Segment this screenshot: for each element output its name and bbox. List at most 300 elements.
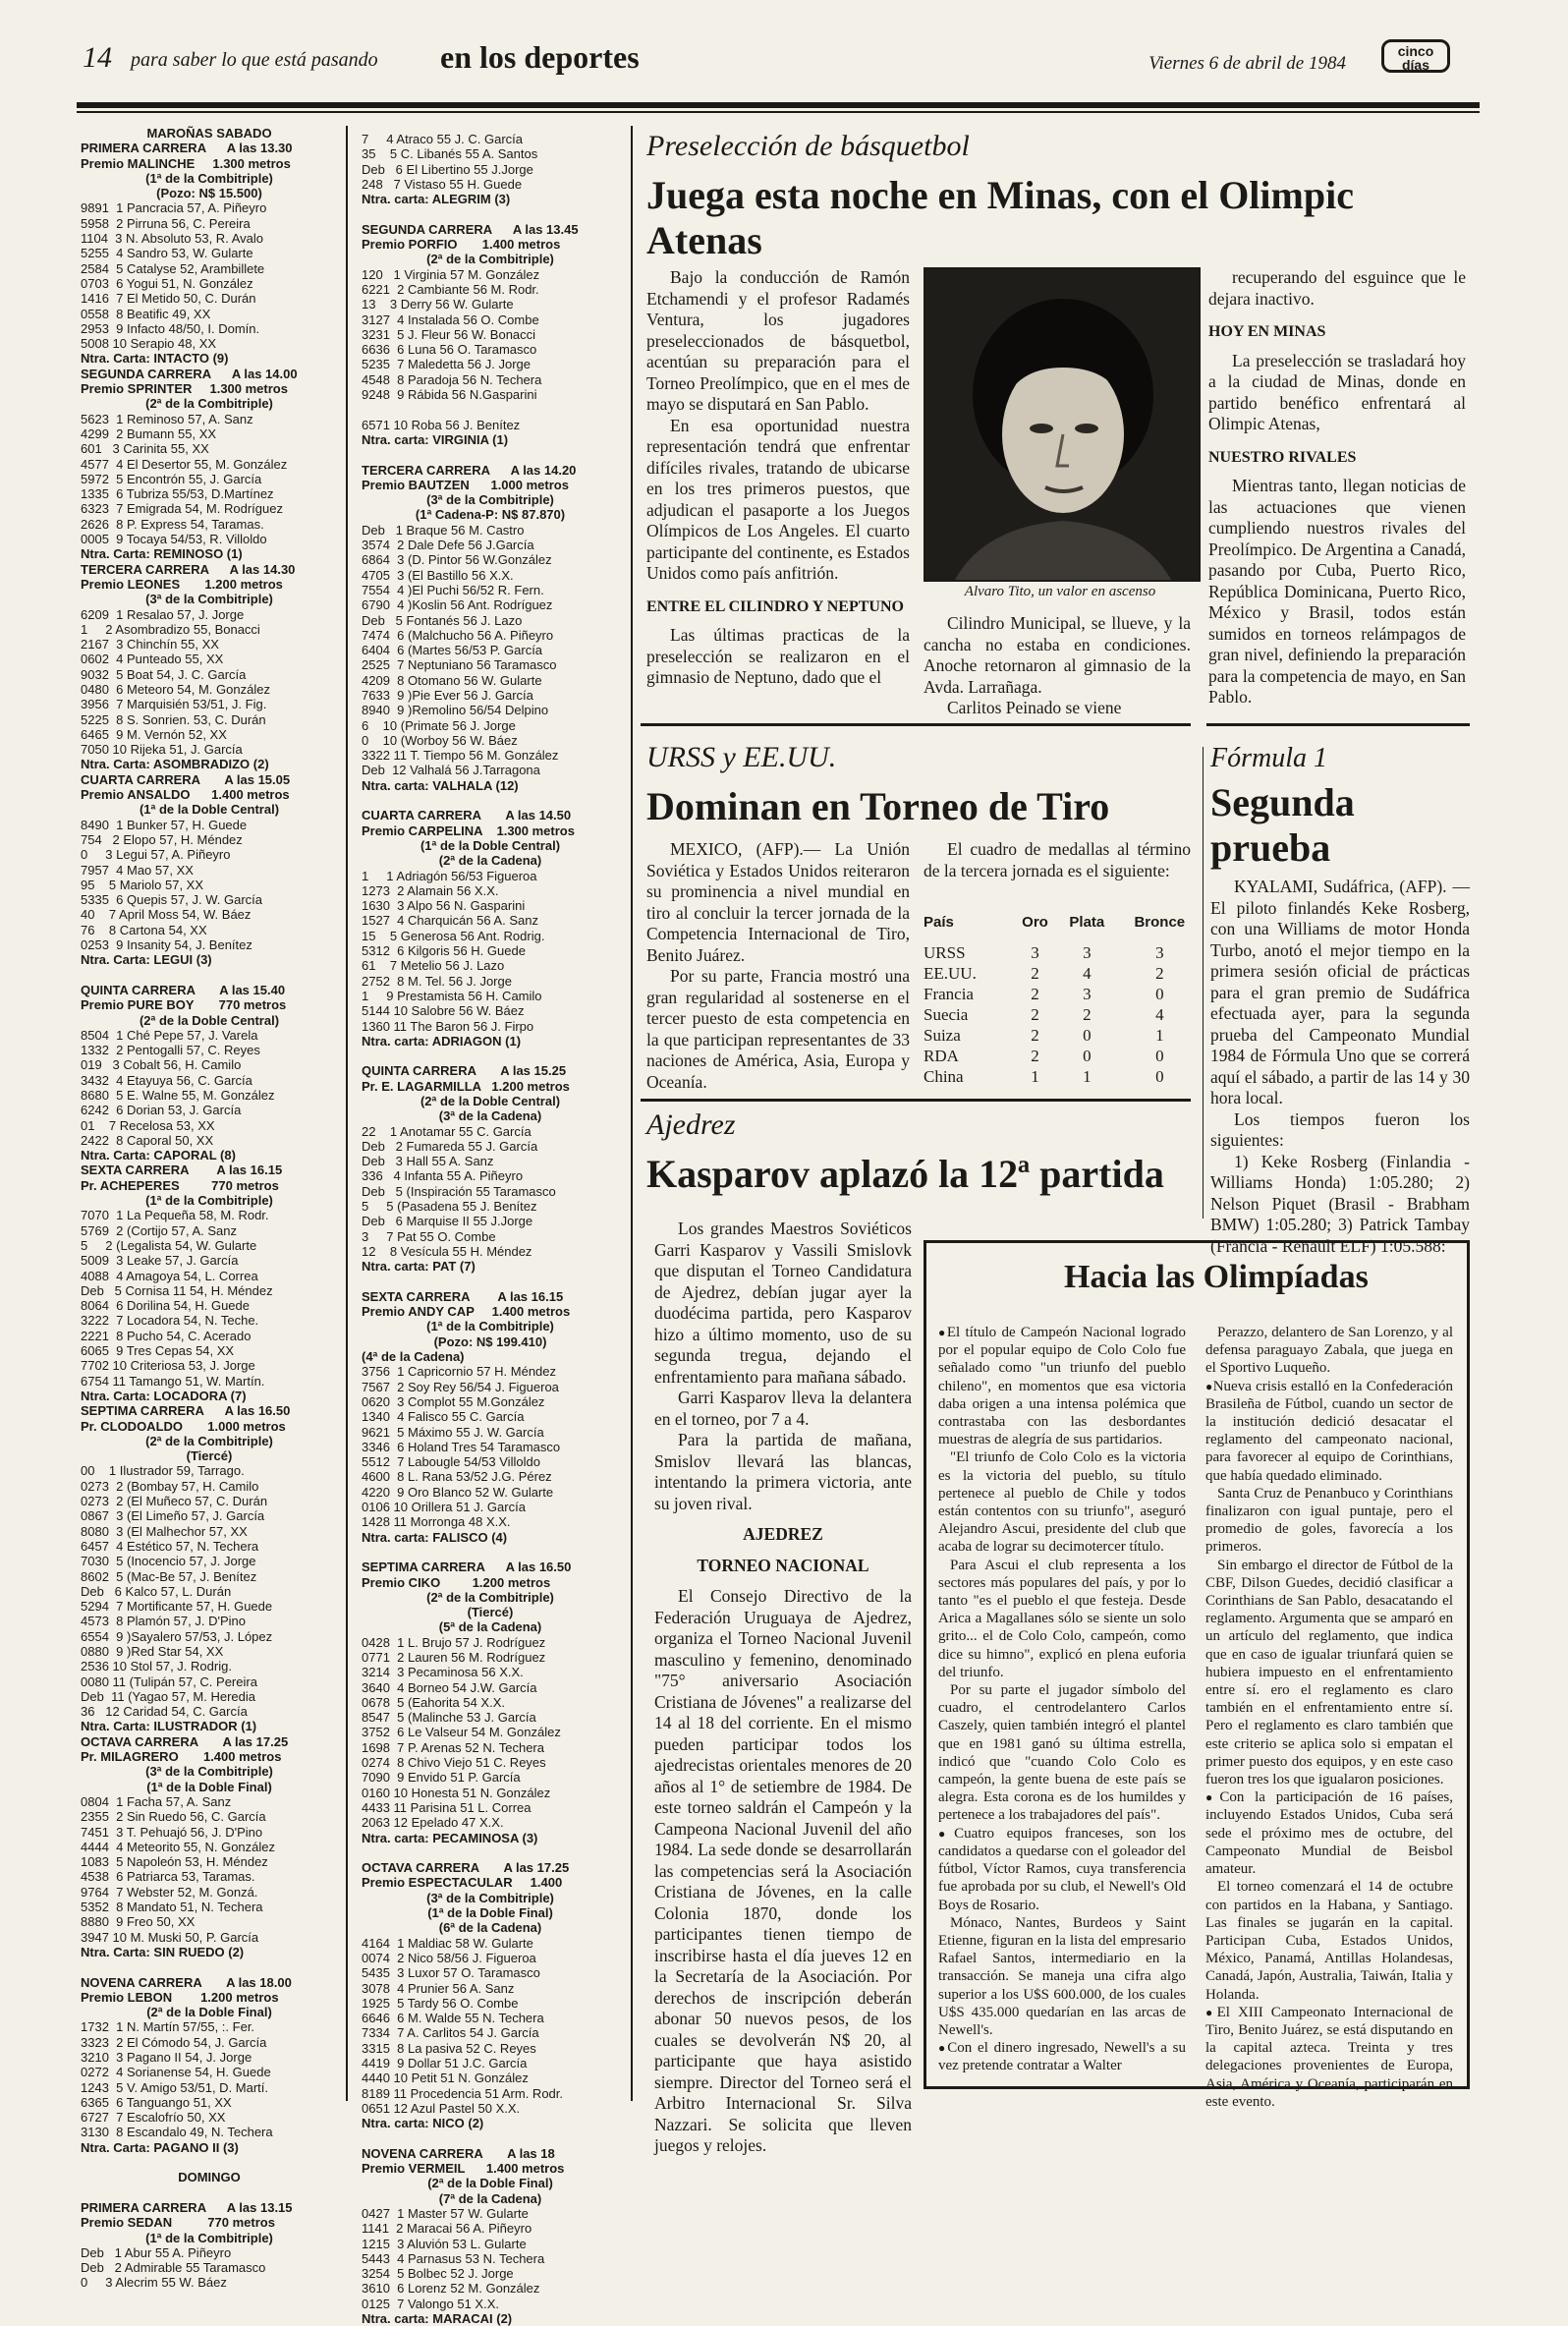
medal-cell: 2 <box>1031 964 1039 983</box>
basket-paragraph: HOY EN MINAS <box>1208 323 1326 340</box>
race-card-line: 4220 9 Oro Blanco 52 W. Gularte <box>362 1484 554 1500</box>
medal-cell: 0 <box>1155 985 1164 1003</box>
race-card-line: (1ª de la Combitriple) <box>145 170 273 186</box>
race-card-line: 8504 1 Ché Pepe 57, J. Varela <box>81 1027 258 1043</box>
olimpiadas-paragraph: Mónaco, Nantes, Burdeos y Saint Etienne, figuran en la lista del empresario Rafael Santos, intermediario en la transacción. Se maneja una cifra algo superior a los U$S 600.000, de los cuales U$S 435.000 quedarían en las arcas de Newell's. <box>938 1914 1186 2038</box>
medal-cell: 3 <box>1031 943 1039 962</box>
race-card-line: 3130 8 Escandalo 49, N. Techera <box>81 2125 273 2140</box>
race-card-line: 4209 8 Otomano 56 W. Gularte <box>362 672 542 688</box>
race-card-line: (2ª de la Combitriple) <box>426 252 554 267</box>
race-card-line: 5335 6 Quepis 57, J. W. García <box>81 892 262 908</box>
race-card-line: 6242 6 Dorian 53, J. García <box>81 1103 242 1118</box>
race-card-line: 4299 2 Bumann 55, XX <box>81 425 217 441</box>
race-card-line: QUINTA CARRERA A las 15.25 <box>362 1063 567 1079</box>
olimpiadas-paragraph: ● El título de Campeón Nacional logrado por el popular equipo de Colo Colo fue señalado como "un triunfo del pueblo chileno", en momentos que esa victoria daba origen a una intensa polémica que contrastaba con las desbordantes muestras de alegría de sus partidarios. <box>938 1324 1186 1448</box>
race-card-line: (3ª de la Combitriple) <box>426 492 554 508</box>
race-card-line: Ntra. carta: PAT (7) <box>362 1259 476 1275</box>
race-card-line <box>362 206 619 221</box>
race-card-line: Ntra. Carta: ASOMBRADIZO (2) <box>81 757 269 772</box>
medal-cell: 2 <box>1031 1026 1039 1045</box>
basket-paragraph: Cilindro Municipal, se llueve, y la cancha no estaba en condiciones. Anoche retornaron al gimnasio de la Avda. Larrañaga. <box>924 613 1191 697</box>
race-card-line: 8880 9 Freo 50, XX <box>81 1914 196 1930</box>
race-card-line: Deb 3 Hall 55 A. Sanz <box>362 1154 494 1169</box>
race-card-line: 6754 11 Tamango 51, W. Martín. <box>81 1373 265 1389</box>
olimpiadas-paragraph: ● Con el dinero ingresado, Newell's a su vez pretende contratar a Walter <box>938 2039 1186 2074</box>
race-card-line: Deb 1 Braque 56 M. Castro <box>362 522 525 538</box>
race-card-line: 7451 3 T. Pehuajó 56, J. D'Pino <box>81 1824 263 1840</box>
olimpiadas-paragraph: ● El XIII Campeonato Internacional de Tiro, Benito Juárez, se está disputando en la capital azteca. Treinta y tres delegaciones provenientes de Europa, Asia, América y Oceanía, participarán en este evento. <box>1205 2004 1453 2111</box>
race-card-line: 4088 4 Amagoya 54, L. Correa <box>81 1268 258 1283</box>
race-card-line: 0 3 Legui 57, A. Piñeyro <box>81 847 231 863</box>
race-card-line: 1340 4 Falisco 55 C. García <box>362 1409 525 1425</box>
medal-cell: Francia <box>924 985 974 1003</box>
race-card-line: Ntra. carta: MARACAI (2) <box>362 2311 513 2326</box>
race-card-line: (1ª de la Combitriple) <box>145 1193 273 1209</box>
race-card-line <box>362 2130 619 2145</box>
basket-paragraph: En esa oportunidad nuestra representación tendrá que enfrentar difíciles rivales, tratando de ubicarse en los tres primeros puestos, que adjudican el pasaporte a los Juegos Olímpicos de Los Angeles. El cuarto participante del continente, es Estados Unidos como país anfitrión. <box>646 415 910 583</box>
player-photo <box>924 267 1201 582</box>
race-card-line: 2953 9 Infacto 48/50, I. Domín. <box>81 320 260 336</box>
race-card-line: 3222 7 Locadora 54, N. Teche. <box>81 1313 259 1329</box>
race-card-line: 9764 7 Webster 52, M. Gonzá. <box>81 1884 258 1900</box>
olimpiadas-paragraph: Perazzo, delantero de San Lorenzo, y al defensa paraguayo Zabala, que juega en el Sportivo Luqueño. <box>1205 1325 1453 1377</box>
race-card-line: NOVENA CARRERA A las 18 <box>362 2145 555 2161</box>
olimpiadas-paragraph: "El triunfo de Colo Colo es la victoria es la victoria del pueblo, su título pertenece al pueblo de Chile y todos están contentos con su triunfo", aseguró Alejandro Ascui, presidente del club que acaba de lograr su decimotercer título. <box>938 1449 1186 1556</box>
race-card-line: SEGUNDA CARRERA A las 14.00 <box>81 366 298 381</box>
race-card-line: Ntra. Carta: CAPORAL (8) <box>81 1148 236 1163</box>
medal-cell: Suiza <box>924 1026 961 1045</box>
race-card-line: Premio VERMEIL 1.400 metros <box>362 2161 565 2177</box>
olimpiadas-headline: Hacia las Olimpíadas <box>1064 1259 1369 1295</box>
race-card-line: 1141 2 Maracai 56 A. Piñeyro <box>362 2221 532 2237</box>
race-card-line: Deb 2 Admirable 55 Taramasco <box>81 2260 266 2276</box>
race-card-line: Deb 6 El Libertino 55 J.Jorge <box>362 161 533 177</box>
race-card-line: 3610 6 Lorenz 52 M. González <box>362 2281 540 2297</box>
race-card-line: 3640 4 Borneo 54 J.W. García <box>362 1679 537 1695</box>
race-card-line <box>362 1275 619 1289</box>
medal-cell: 3 <box>1155 943 1164 962</box>
logo-word-2: días <box>1401 57 1429 73</box>
race-card-line: 4419 9 Dollar 51 J.C. García <box>362 2056 528 2071</box>
race-card-line: 9032 5 Boat 54, J. C. García <box>81 666 247 682</box>
race-card-line: 0558 8 Beatific 49, XX <box>81 306 211 321</box>
race-card-line: 3078 4 Prunier 56 A. Sanz <box>362 1980 515 1996</box>
race-card-line: 3432 4 Etayuya 56, C. García <box>81 1072 252 1088</box>
race-card-line: 8080 3 (El Malhechor 57, XX <box>81 1523 248 1539</box>
race-card-line: Ntra. carta: VALHALA (12) <box>362 777 519 793</box>
race-card-line: Premio PORFIO 1.400 metros <box>362 237 561 253</box>
race-card-line: 4164 1 Maldiac 58 W. Gularte <box>362 1935 533 1951</box>
race-card-line <box>362 447 619 462</box>
race-card-line: 601 3 Carinita 55, XX <box>81 441 209 457</box>
race-card-line: (1ª de la Doble Central) <box>420 837 561 853</box>
race-card-line: 2063 12 Epelado 47 X.X. <box>362 1815 504 1831</box>
race-card-line: 0771 2 Lauren 56 M. Rodríguez <box>362 1649 546 1665</box>
race-card-line: Ntra. carta: PECAMINOSA (3) <box>362 1830 538 1845</box>
race-card-line: 3956 7 Marquisién 53/51, J. Fig. <box>81 697 267 712</box>
race-card-line: Ntra. Carta: LOCADORA (7) <box>81 1388 247 1403</box>
race-card-line: 3254 5 Bolbec 52 J. Jorge <box>362 2266 514 2282</box>
race-card-line: 35 5 C. Libanés 55 A. Santos <box>362 146 538 162</box>
race-card-line: 7070 1 La Pequeña 58, M. Rodr. <box>81 1208 269 1223</box>
race-card-line: 8189 11 Procedencia 51 Arm. Rodr. <box>362 2085 563 2101</box>
race-card-line: 3574 2 Dale Defe 56 J.García <box>362 538 534 553</box>
race-card-line <box>362 1845 619 1860</box>
race-card-line: 7567 2 Soy Rey 56/54 J. Figueroa <box>362 1379 559 1394</box>
race-card-line: 6209 1 Resalao 57, J. Jorge <box>81 606 245 622</box>
race-card-line: OCTAVA CARRERA A las 17.25 <box>81 1733 289 1749</box>
race-card-line: (2ª de la Doble Central) <box>420 1094 561 1108</box>
race-card-line: 1428 11 Morronga 48 X.X. <box>362 1514 511 1530</box>
basket-column-1 <box>646 267 910 708</box>
race-card-line: 1360 11 The Baron 56 J. Firpo <box>362 1018 534 1034</box>
race-card-line: 9621 5 Máximo 55 J. W. García <box>362 1424 544 1440</box>
medal-intro <box>924 839 1191 881</box>
race-card-line: 2355 2 Sin Ruedo 56, C. García <box>81 1809 266 1825</box>
race-card-line: 2584 5 Catalyse 52, Arambillete <box>81 260 265 276</box>
race-card-line: (2ª de la Combitriple) <box>145 1433 273 1448</box>
race-card-line: 4548 8 Paradoja 56 N. Techera <box>362 371 542 387</box>
race-card-line: (1ª de la Combitriple) <box>426 1319 554 1334</box>
race-card-line: 1925 5 Tardy 56 O. Combe <box>362 1995 519 2011</box>
race-card-line: 0273 2 (El Muñeco 57, C. Durán <box>81 1494 268 1509</box>
race-card-line: Premio MALINCHE 1.300 metros <box>81 155 291 171</box>
medal-cell: URSS <box>924 943 966 962</box>
race-card-line: 8680 5 E. Walne 55, M. González <box>81 1088 275 1103</box>
column-divider <box>631 126 633 2101</box>
race-card-line: 0 10 (Worboy 56 W. Báez <box>362 732 518 748</box>
race-card-line: 4433 11 Parisina 51 L. Correa <box>362 1799 532 1815</box>
race-card-line: (1ª de la Doble Final) <box>146 1779 272 1794</box>
ajedrez-paragraph: TORNEO NACIONAL <box>697 1555 869 1575</box>
section-rule <box>1206 723 1470 726</box>
race-card-line: 8940 9 )Remolino 56/54 Delpino <box>362 703 549 718</box>
race-card-line: Ntra. Carta: LEGUI (3) <box>81 952 212 968</box>
race-card-line: 4573 8 Plamón 57, J. D'Pino <box>81 1614 246 1629</box>
race-card-line: 0160 10 Honesta 51 N. González <box>362 1785 551 1800</box>
olimpiadas-paragraph: Sin embargo el director de Fútbol de la CBF, Dilson Guedes, decidió clasificar a Corinthians de San Pablo, desacatando el reglamento. Argumenta que se amparó en un artículo del reglamento, que indica que en caso de igualar triunfará quien se hubiera impuesto en el enfrentamiento entre sí. ero el reglamento es claro también en el enfrentamiento entre sí. Pero el reglamento es claro también que este criterio se aplica solo si empatan el primer puesto dos equipos, y en este caso fueron tres los que igualaron posiciones. <box>1205 1557 1453 1788</box>
medal-cell: 1 <box>1155 1026 1164 1045</box>
race-card-line: (2ª de la Cadena) <box>438 853 542 869</box>
race-card-line: 8490 1 Bunker 57, H. Guede <box>81 817 248 832</box>
race-card-line: (Pozo: N$ 199.410) <box>433 1333 547 1349</box>
race-card-line: 6554 9 )Sayalero 57/53, J. López <box>81 1628 273 1644</box>
race-card-line: 5144 10 Salobre 56 W. Báez <box>362 1003 525 1019</box>
race-card-line: OCTAVA CARRERA A las 17.25 <box>362 1860 570 1876</box>
race-card-line: 1732 1 N. Martín 57/55, :. Fer. <box>81 2019 255 2035</box>
race-card-line: (4ª de la Cadena) <box>362 1349 465 1365</box>
race-card-line: (Tiercé) <box>467 1605 514 1620</box>
race-card-line: 019 3 Cobalt 56, H. Camilo <box>81 1057 242 1073</box>
tiro-kicker: URSS y EE.UU. <box>646 741 837 773</box>
basket-kicker: Preselección de básquetbol <box>646 130 970 162</box>
race-card-line: (Tiercé) <box>186 1448 233 1464</box>
race-card-line: Ntra. Carta: REMINOSO (1) <box>81 546 243 562</box>
basket-paragraph: Mientras tanto, llegan noticias de las actuaciones que vienen cumpliendo nuestros rivales del Preolímpico. De Argentina a Canadá, pasando por Cuba, Puerto Rico, República Dominicana, Puerto Rico, México y Brasil, todos están sumidos en torneos relámpagos de gran nivel, definiendo la preparación para la competencia de mayo, en San Pablo. <box>1208 476 1466 707</box>
race-card-line: 5 2 (Legalista 54, W. Gularte <box>81 1237 257 1253</box>
race-card-line: 7030 5 (Inocencio 57, J. Jorge <box>81 1554 256 1569</box>
race-card-line: 9248 9 Rábida 56 N.Gasparini <box>362 387 537 403</box>
ajedrez-paragraph: Para la partida de mañana, Smislov llevará las blancas, intentando la primera victoria, ante su joven rival. <box>654 1430 912 1513</box>
f1-headline: Segunda prueba <box>1210 780 1355 870</box>
race-card-line: (3ª de la Cadena) <box>438 1108 542 1124</box>
race-card-line: 7 4 Atraco 55 J. C. García <box>362 132 524 146</box>
medal-cell: 1 <box>1083 1067 1092 1086</box>
race-card-line: 0703 6 Yogui 51, N. González <box>81 275 253 291</box>
medal-header-cell: Plata <box>1069 914 1105 931</box>
race-card-line: 1416 7 El Metido 50, C. Durán <box>81 291 256 307</box>
medal-row <box>924 984 1203 1004</box>
race-card-line: 4577 4 El Desertor 55, M. González <box>81 456 288 472</box>
race-card-line: 3210 3 Pagano II 54, J. Jorge <box>81 2050 252 2065</box>
race-card-line: 0428 1 L. Brujo 57 J. Rodríguez <box>362 1634 546 1650</box>
race-card-line: 1243 5 V. Amigo 53/51, D. Martí. <box>81 2079 269 2095</box>
medal-cell: 3 <box>1083 985 1092 1003</box>
basket-paragraph: recuperando del esguince que le dejara inactivo. <box>1208 267 1466 309</box>
medal-cell: 3 <box>1083 943 1092 962</box>
tiro-paragraph: Por su parte, Francia mostró una gran regularidad al sostenerse en el tercer puesto de esta competencia en la que participan representantes de 33 naciones de América, Asia, Europa y Oceanía. <box>646 966 910 1092</box>
medal-cell: 4 <box>1155 1005 1164 1024</box>
race-card-line: Premio CIKO 1.200 metros <box>362 1574 551 1590</box>
medal-cell: 2 <box>1155 964 1164 983</box>
header-kicker: para saber lo que está pasando <box>131 49 378 71</box>
race-card-line: 36 12 Caridad 54, C. García <box>81 1704 248 1720</box>
f1-paragraph: KYALAMI, Sudáfrica, (AFP). — El piloto finlandés Keke Rosberg, con una Williams de motor Honda Turbo, anotó el mejor tiempo en la primera sesión oficial de prácticas para el gran premio de Sudáfrica efectuada ayer, para la segunda prueba del Campeonato Mundial 1984 de Fórmula Uno que se correrá aquí el sábado, a partir de las 14 y 30 hora local. <box>1210 877 1470 1107</box>
race-card-line: SEGUNDA CARRERA A las 13.45 <box>362 221 579 237</box>
race-card-line: Deb 6 Kalco 57, L. Durán <box>81 1583 232 1599</box>
race-card-line: Ntra. Carta: INTACTO (9) <box>81 351 229 367</box>
race-card-line: 0602 4 Punteado 55, XX <box>81 652 224 667</box>
race-card-line: 40 7 April Moss 54, W. Báez <box>81 907 252 923</box>
race-card-line: 4440 10 Petit 51 N. González <box>362 2071 529 2086</box>
race-card-line: 1104 3 N. Absoluto 53, R. Avalo <box>81 231 263 247</box>
basket-column-2 <box>924 613 1191 717</box>
race-card-line: 6636 6 Luna 56 O. Taramasco <box>362 342 537 358</box>
race-card-line: Pr. MILAGRERO 1.400 metros <box>81 1749 282 1765</box>
medal-cell: 2 <box>1031 1005 1039 1024</box>
race-card-line: 15 5 Generosa 56 Ant. Rodrig. <box>362 928 545 943</box>
medal-cell: China <box>924 1067 964 1086</box>
medal-header-cell: Oro <box>1022 914 1048 931</box>
race-card-line: 1273 2 Alamain 56 X.X. <box>362 882 499 898</box>
race-card-line: 5 5 (Pasadena 55 J. Benítez <box>362 1199 537 1215</box>
race-card-line: 6465 9 M. Vernón 52, XX <box>81 726 227 742</box>
medal-header-cell: País <box>924 914 954 931</box>
race-card-line: SEPTIMA CARRERA A las 16.50 <box>362 1560 572 1575</box>
race-card-line: 7633 9 )Pie Ever 56 J. García <box>362 687 533 703</box>
newspaper-logo <box>1381 39 1450 73</box>
basket-paragraph: ENTRE EL CILINDRO Y NEPTUNO <box>646 597 904 615</box>
ajedrez-kicker: Ajedrez <box>646 1108 736 1141</box>
race-card-line: 0804 1 Facha 57, A. Sanz <box>81 1793 232 1809</box>
basket-paragraph: NUESTRO RIVALES <box>1208 448 1357 466</box>
race-card-line: 13 3 Derry 56 W. Gularte <box>362 297 514 312</box>
medal-row <box>924 1046 1203 1066</box>
race-card-line: 7957 4 Mao 57, XX <box>81 862 194 878</box>
race-card-line: Premio SPRINTER 1.300 metros <box>81 381 288 397</box>
race-card-line: 120 1 Virginia 57 M. González <box>362 266 540 282</box>
race-card-line: 2752 8 M. Tel. 56 J. Jorge <box>362 973 512 989</box>
race-card-line: (1ª de la Doble Central) <box>139 802 280 818</box>
race-card-line: 0106 10 Orillera 51 J. García <box>362 1500 526 1515</box>
race-card-line: 7554 4 )El Puchi 56/52 R. Fern. <box>362 582 544 597</box>
race-card-line: (1ª de la Combitriple) <box>145 2230 273 2245</box>
race-card-line: SEXTA CARRERA A las 16.15 <box>362 1288 564 1304</box>
race-card-line: Premio CARPELINA 1.300 metros <box>362 823 575 838</box>
race-card-line: Deb 1 Abur 55 A. Piñeyro <box>81 2244 232 2260</box>
medal-cell: RDA <box>924 1047 959 1065</box>
race-card-line: PRIMERA CARRERA A las 13.15 <box>81 2199 293 2215</box>
race-card-line: 1335 6 Tubriza 55/53, D.Martínez <box>81 486 274 502</box>
race-card-line: 7702 10 Criteriosa 53, J. Jorge <box>81 1358 255 1374</box>
race-card-line: 3127 4 Instalada 56 O. Combe <box>362 312 539 327</box>
race-card-column-1 <box>81 126 338 2291</box>
tiro-paragraph: MEXICO, (AFP).— La Unión Soviética y Estados Unidos reiteraron su prominencia a nivel mundial en tiro al concluir la tercer jornada de la Competencia Internacional de Tiro, Benito Juárez. <box>646 839 910 965</box>
race-card-line: 6221 2 Cambiante 56 M. Rodr. <box>362 281 539 297</box>
race-card-line: 1527 4 Charquicán 56 A. Sanz <box>362 913 538 929</box>
race-card-line: 76 8 Cartona 54, XX <box>81 922 207 937</box>
race-card-line: SEXTA CARRERA A las 16.15 <box>81 1163 283 1178</box>
section-rule <box>641 1099 1191 1102</box>
race-card-line: DOMINGO <box>178 2170 241 2185</box>
race-card-line: 5623 1 Reminoso 57, A. Sanz <box>81 411 253 426</box>
race-card-line: 0 3 Alecrim 55 W. Báez <box>81 2275 227 2291</box>
race-card-line: 4538 6 Patriarca 53, Taramas. <box>81 1869 255 1885</box>
race-card-line: 8602 5 (Mac-Be 57, J. Benítez <box>81 1568 257 1584</box>
race-card-line: Premio ESPECTACULAR 1.400 <box>362 1875 563 1891</box>
race-card-line: Ntra. carta: FALISCO (4) <box>362 1529 508 1545</box>
race-card-line: 6790 4 )Koslin 56 Ant. Rodríguez <box>362 597 553 613</box>
race-card-line: Deb 5 Cornisa 11 54, H. Méndez <box>81 1282 273 1298</box>
race-card-line: (3ª de la Combitriple) <box>426 1890 554 1905</box>
race-card-line: 0880 9 )Red Star 54, XX <box>81 1643 224 1659</box>
basket-column-3 <box>1208 267 1466 709</box>
f1-paragraph: Los tiempos fueron los siguientes: <box>1210 1108 1470 1150</box>
race-card-line: 1083 5 Napoleón 53, H. Méndez <box>81 1854 268 1870</box>
race-card-line: 6864 3 (D. Pintor 56 W.González <box>362 552 552 568</box>
race-card-line: 22 1 Anotamar 55 C. García <box>362 1123 532 1139</box>
column-divider <box>1203 747 1204 1219</box>
race-card-line: 3315 8 La pasiva 52 C. Reyes <box>362 2040 536 2056</box>
page-header <box>77 37 1472 77</box>
race-card-line <box>81 2155 338 2170</box>
race-card-line: 3214 3 Pecaminosa 56 X.X. <box>362 1665 524 1680</box>
race-card-line: (3ª de la Combitriple) <box>145 1764 273 1780</box>
race-card-line: CUARTA CARRERA A las 14.50 <box>362 808 572 823</box>
race-card-line: Deb 5 (Inspiración 55 Taramasco <box>362 1183 556 1199</box>
race-card-line: 4600 8 L. Rana 53/52 J.G. Pérez <box>362 1469 552 1485</box>
race-card-line: 5443 4 Parnasus 53 N. Techera <box>362 2250 545 2266</box>
race-card-line: MAROÑAS SABADO <box>146 126 272 141</box>
race-card-line: 2626 8 P. Express 54, Taramas. <box>81 516 264 532</box>
race-card-line: 01 7 Recelosa 53, XX <box>81 1117 215 1133</box>
medal-row <box>924 1066 1203 1087</box>
logo-word-1: cinco <box>1397 43 1434 59</box>
race-card-line: 6571 10 Roba 56 J. Benítez <box>362 417 521 432</box>
race-card-line: 0125 7 Valongo 51 X.X. <box>362 2296 499 2311</box>
header-rule <box>77 102 1480 108</box>
race-card-line: 1 2 Asombradizo 55, Bonacci <box>81 621 260 637</box>
race-card-line: 1332 2 Pentogalli 57, C. Reyes <box>81 1043 260 1058</box>
race-card-line: (1ª de la Doble Final) <box>427 1905 553 1921</box>
race-card-line: 6646 6 M. Walde 55 N. Techera <box>362 2011 544 2026</box>
race-card-line: 0620 3 Complot 55 M.González <box>362 1393 545 1409</box>
basket-paragraph: Carlitos Peinado se viene <box>947 698 1122 717</box>
f1-body <box>1210 877 1470 1256</box>
race-card-line: 3346 6 Holand Tres 54 Taramasco <box>362 1439 561 1454</box>
race-card-line: Premio PURE BOY 770 metros <box>81 997 287 1013</box>
olimpiadas-paragraph: ● Con la participación de 16 países, incluyendo Estados Unidos, Cuba será sede el próximo mes de octubre, del Campeonato Mundial de Beisbol amateur. <box>1205 1788 1453 1878</box>
race-card-line: 1698 7 P. Arenas 52 N. Techera <box>362 1739 544 1755</box>
race-card-line: 0678 5 (Eahorita 54 X.X. <box>362 1694 505 1710</box>
race-card-line <box>81 2185 338 2200</box>
tiro-column-1 <box>646 839 910 1095</box>
race-card-line: (7ª de la Cadena) <box>438 2190 542 2206</box>
race-card-line: 6 10 (Primate 56 J. Jorge <box>362 717 516 733</box>
race-card-line: Ntra. carta: ADRIAGON (1) <box>362 1033 522 1049</box>
race-card-line: Premio LEONES 1.200 metros <box>81 576 283 592</box>
race-card-line: (1ª Cadena-P: N$ 87.870) <box>415 507 566 523</box>
race-card-line: Deb 5 Fontanés 56 J. Lazo <box>362 612 523 628</box>
race-card-line <box>362 1049 619 1063</box>
race-card-line: 8064 6 Dorilina 54, H. Guede <box>81 1298 250 1314</box>
race-card-line: 3322 11 T. Tiempo 56 M. González <box>362 748 559 764</box>
f1-paragraph: 1) Keke Rosberg (Finlandia - Williams Honda) 1:05.280; 2) Nelson Piquet (Brasil - Brabham BMW) 1:05.280; 3) Patrick Tambay (Francia - Renault ELF) 1:05.588: <box>1210 1151 1470 1256</box>
race-card-line <box>362 1545 619 1560</box>
race-card-line <box>81 1959 338 1974</box>
section-title: en los deportes <box>440 39 640 75</box>
race-card-line: (2ª de la Doble Final) <box>427 2176 553 2191</box>
ajedrez-body <box>654 1219 912 2155</box>
race-card-line: 3756 1 Capricornio 57 H. Méndez <box>362 1364 557 1380</box>
olimpiadas-column-2 <box>1205 1324 1454 2110</box>
race-card-line: 0005 9 Tocaya 54/53, R. Villoldo <box>81 532 267 547</box>
f1-kicker: Fórmula 1 <box>1210 743 1327 773</box>
medal-cell: 2 <box>1031 1047 1039 1065</box>
race-card-line: 6065 9 Tres Cepas 54, XX <box>81 1343 235 1359</box>
race-card-line: 9891 1 Pancracia 57, A. Piñeyro <box>81 200 267 216</box>
medal-cell: 2 <box>1031 985 1039 1003</box>
race-card-line: 0274 8 Chivo Viejo 51 C. Reyes <box>362 1755 546 1771</box>
race-card-line: 5972 5 Encontrón 55, J. García <box>81 471 262 486</box>
medal-table <box>924 914 1203 1087</box>
race-card-line <box>362 402 619 417</box>
medal-cell: 0 <box>1155 1047 1164 1065</box>
race-card-line: 0273 2 (Bombay 57, H. Camilo <box>81 1478 259 1494</box>
race-card-line: CUARTA CARRERA A las 15.05 <box>81 771 291 787</box>
race-card-line: 12 8 Vesícula 55 H. Méndez <box>362 1243 532 1259</box>
race-card-line: Premio SEDAN 770 metros <box>81 2215 275 2231</box>
race-card-line: (6ª de la Cadena) <box>438 1920 542 1936</box>
basket-headline: Juega esta noche en Minas, con el Olimpic Atenas <box>646 173 1354 262</box>
ajedrez-paragraph: Los grandes Maestros Soviéticos Garri Kasparov y Vassili Smislovk que disputan el Torneo Candidatura de Ajedrez, debían jugar ayer la duodécima partida, pero Kasparov hizo a último momento, uso de su segunda tregua, dejando el enfrentamiento para mañana sábado. <box>654 1219 912 1387</box>
race-card-line: 6727 7 Escalofrío 50, XX <box>81 2110 226 2126</box>
portrait-illustration <box>925 269 1199 580</box>
medal-header-cell: Bronce <box>1134 914 1186 931</box>
race-card-line: Premio LEBON 1.200 metros <box>81 1989 279 2005</box>
race-card-line: 95 5 Mariolo 57, XX <box>81 877 204 892</box>
race-card-line: 248 7 Vistaso 55 H. Guede <box>362 176 523 192</box>
olimpiadas-paragraph: Para Ascui el club representa a los sectores más populares del país, y por lo tanto "es el pueblo el que festeja. Desde Arica a Magallanes sólo se siente un solo grito... el de Colo Colo, campeón, como dice su himno", explicó en plena euforia del triunfo. <box>938 1557 1186 1680</box>
race-card-line: 5225 8 S. Sonrien. 53, C. Durán <box>81 711 266 727</box>
ajedrez-paragraph: Garri Kasparov lleva la delantera en el torneo, por 7 a 4. <box>654 1388 912 1429</box>
medal-cell: Suecia <box>924 1005 969 1024</box>
race-card-line: (3ª de la Combitriple) <box>145 592 273 607</box>
medal-cell: 2 <box>1083 1005 1092 1024</box>
medal-row <box>924 1004 1203 1025</box>
race-card-line: Ntra. carta: ALEGRIM (3) <box>362 192 511 207</box>
race-card-line: 2536 10 Stol 57, J. Rodrig. <box>81 1659 232 1674</box>
